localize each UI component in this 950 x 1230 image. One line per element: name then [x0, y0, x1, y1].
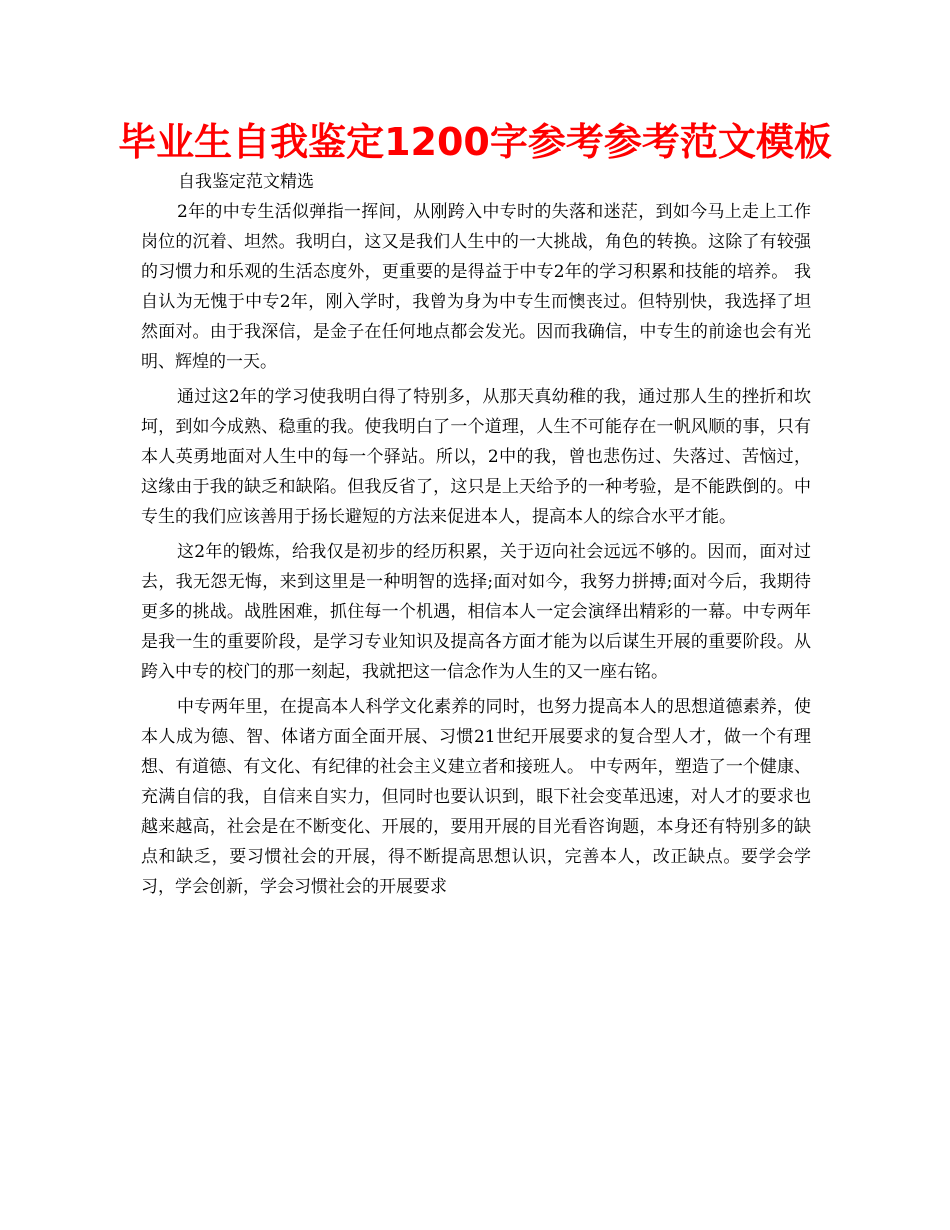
paragraph-1: 2年的中专生活似弹指一挥间，从刚跨入中专时的失落和迷茫，到如今马上走上工作岗位的沉着、坦然。我明白，这又是我们人生中的一大挑战，角色的转换。这除了有较强的习惯力和乐观的生活态度外，更重要的是得益于中专2年的学习积累和技能的培养。 我自认为无愧于中专2年，刚入学时，我曾为身为中专生而懊丧过。但特别快，我选择了坦然面对。由于我深信，是金子在任何地点都会发光。因而我确信，中专生的前途也会有光明、辉煌的一天。: [141, 202, 811, 372]
paragraph-3: 这2年的锻炼，给我仅是初步的经历积累，关于迈向社会远远不够的。因而，面对过去，我无怨无悔，来到这里是一种明智的选择;面对如今，我努力拼搏;面对今后，我期待更多的挑战。战胜困难，抓住每一个机遇，相信本人一定会演绎出精彩的一幕。中专两年是我一生的重要阶段，是学习专业知识及提高各方面才能为以后谋生开展的重要阶段。从跨入中专的校门的那一刻起，我就把这一信念作为人生的又一座右铭。: [141, 542, 811, 682]
paragraph-2: 通过这2年的学习使我明白得了特别多，从那天真幼稚的我，通过那人生的挫折和坎坷，到如今成熟、稳重的我。使我明白了一个道理，人生不可能存在一帆风顺的事，只有本人英勇地面对人生中的每一个驿站。所以，2中的我，曾也悲伤过、失落过、苦恼过，这缘由于我的缺乏和缺陷。但我反省了，这只是上天给予的一种考验，是不能跌倒的。中专生的我们应该善用于扬长避短的方法来促进本人，提高本人的综合水平才能。: [141, 387, 811, 527]
document-title: 毕业生自我鉴定1200字参考参考范文模板: [118, 120, 832, 164]
document-subtitle: 自我鉴定范文精选: [178, 172, 314, 192]
document-body: [141, 197, 811, 907]
paragraph-4: 中专两年里，在提高本人科学文化素养的同时，也努力提高本人的思想道德素养，使本人成为德、智、体诸方面全面开展、习惯21世纪开展要求的复合型人才，做一个有理想、有道德、有文化、有纪律的社会主义建立者和接班人。 中专两年，塑造了一个健康、充满自信的我，自信来自实力，但同时也要认识到，眼下社会变革迅速，对人才的要求也越来越高，社会是在不断变化、开展的，要用开展的目光看咨询题，本身还有特别多的缺点和缺乏，要习惯社会的开展，得不断提高思想认识，完善本人，改正缺点。要学会学习，学会创新，学会习惯社会的开展要求: [141, 697, 811, 897]
